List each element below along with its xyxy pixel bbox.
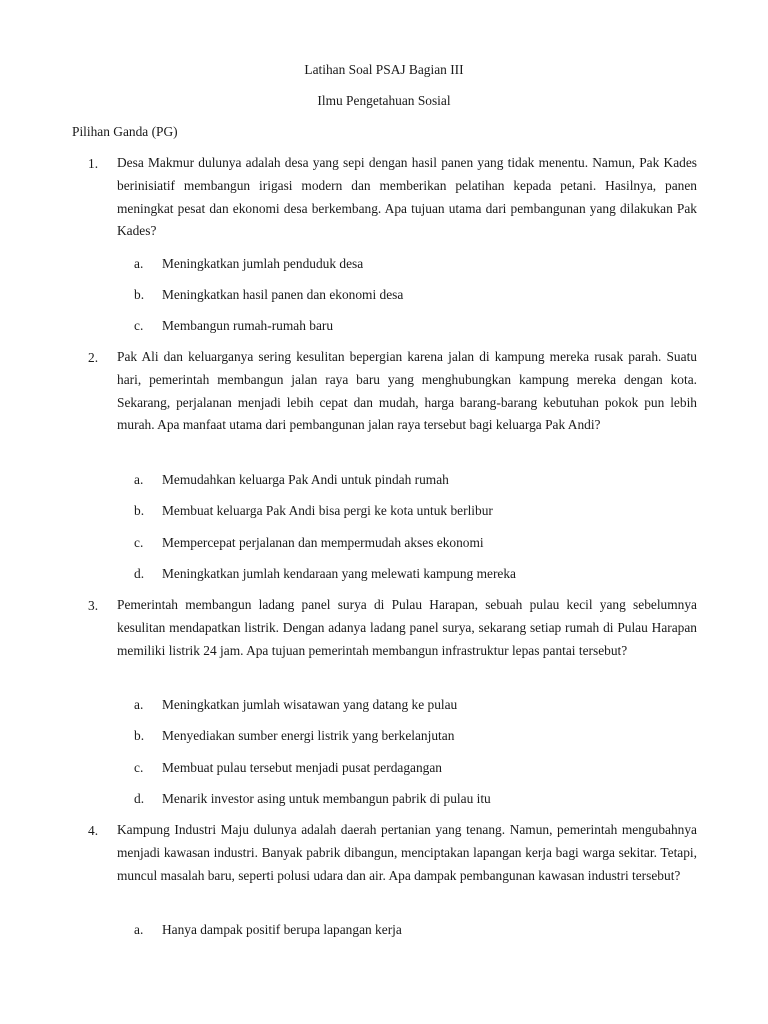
question-number: 3. [88,598,99,613]
option-text: Membuat keluarga Pak Andi bisa pergi ke kota untuk berlibur [162,503,493,518]
option-letter: c. [134,760,144,775]
section-heading: Pilihan Ganda (PG) [72,124,178,139]
option-letter: b. [134,728,145,743]
option-text: Membuat pulau tersebut menjadi pusat perdagangan [162,760,443,775]
question-text: Kampung Industri Maju dulunya adalah daerah pertanian yang tenang. Namun, pemerintah mengubahnya menjadi kawasan industri. Banyak pabrik dibangun, menciptakan lapangan kerja bagi warga sekitar. Tetapi, muncul masalah baru, seperti polusi udara dan air. Apa dampak pembangunan kawasan industri tersebut? [117,822,697,883]
question-text: Pak Ali dan keluarganya sering kesulitan bepergian karena jalan di kampung mereka rusak parah. Suatu hari, pemerintah membangun jalan raya baru yang menghubungkan kampung mereka dengan kota. Sekarang, perjalanan menjadi lebih cepat dan mudah, harga barang-barang kebutuhan pokok pun lebih murah. Apa manfaat utama dari pembangunan jalan raya tersebut bagi keluarga Pak Andi? [117,349,697,433]
question-text: Pemerintah membangun ladang panel surya di Pulau Harapan, sebuah pulau kecil yang sebelumnya kesulitan mendapatkan listrik. Dengan adanya ladang panel surya, sekarang setiap rumah di Pulau Harapan memiliki listrik 24 jam. Apa tujuan pemerintah membangun infrastruktur lepas pantai tersebut? [117,597,697,658]
option-letter: c. [134,535,144,550]
option-letter: a. [134,472,144,487]
option-letter: d. [134,791,145,806]
option-letter: a. [134,697,144,712]
option-text: Meningkatkan hasil panen dan ekonomi desa [162,287,404,302]
option-text: Membangun rumah-rumah baru [162,318,334,333]
option-letter: a. [134,256,144,271]
option-text: Menarik investor asing untuk membangun pabrik di pulau itu [162,791,491,806]
option-text: Meningkatkan jumlah wisatawan yang datang ke pulau [162,697,458,712]
option-text: Hanya dampak positif berupa lapangan kerja [162,922,402,937]
option-text: Meningkatkan jumlah kendaraan yang melewati kampung mereka [162,566,516,581]
question-number: 1. [88,156,99,171]
option-text: Mempercepat perjalanan dan mempermudah akses ekonomi [162,535,484,550]
option-letter: b. [134,503,145,518]
document-title: Latihan Soal PSAJ Bagian III [304,62,464,77]
option-letter: a. [134,922,144,937]
option-letter: c. [134,318,144,333]
option-text: Meningkatkan jumlah penduduk desa [162,256,364,271]
option-letter: d. [134,566,145,581]
option-text: Memudahkan keluarga Pak Andi untuk pindah rumah [162,472,449,487]
question-number: 4. [88,823,99,838]
question-number: 2. [88,350,99,365]
question-text: Desa Makmur dulunya adalah desa yang sepi dengan hasil panen yang tidak menentu. Namun, Pak Kades berinisiatif membangun irigasi modern dan memberikan pelatihan kepada petani. Hasilnya, panen meningkat pesat dan ekonomi desa berkembang. Apa tujuan utama dari pembangunan yang dilakukan Pak Kades? [117,155,697,239]
option-letter: b. [134,287,145,302]
option-text: Menyediakan sumber energi listrik yang berkelanjutan [162,728,455,743]
document-subject: Ilmu Pengetahuan Sosial [317,93,451,108]
